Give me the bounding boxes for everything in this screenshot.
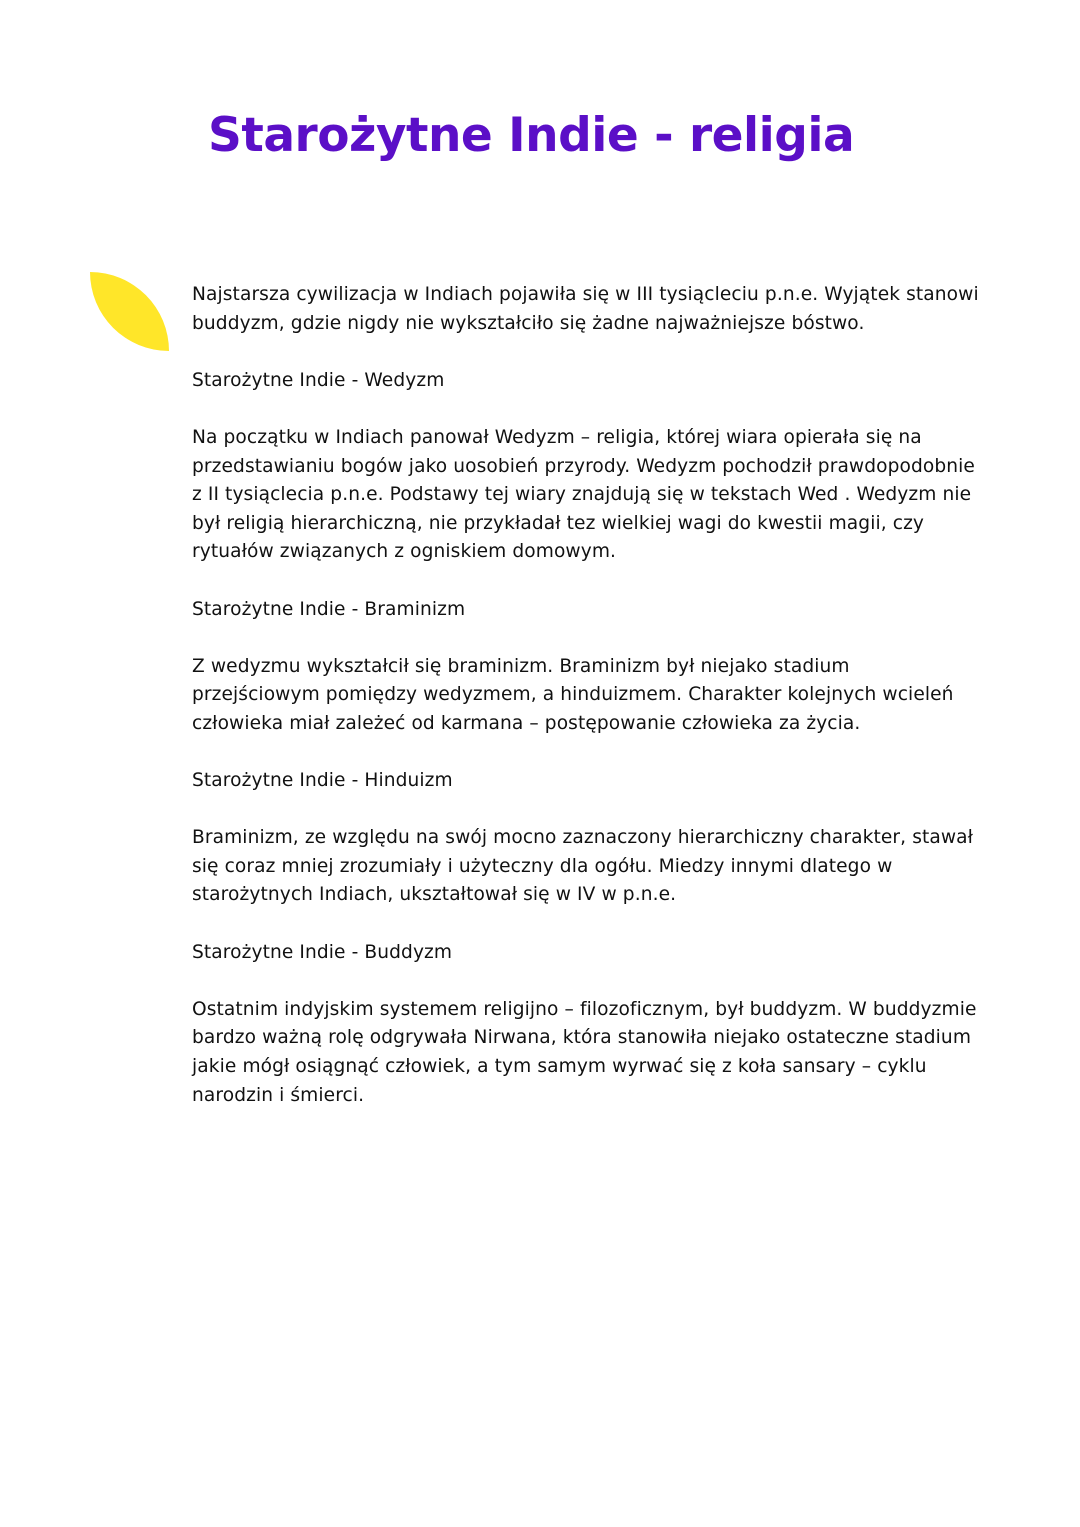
intro-paragraph: Najstarsza cywilizacja w Indiach pojawiła się w III tysiącleciu p.n.e. Wyjątek stanowi buddyzm, gdzie nigdy nie wykształciło się żadne najważniejsze bóstwo. — [192, 284, 979, 334]
section-heading-wedyzm: Starożytne Indie - Wedyzm — [192, 369, 445, 391]
yellow-leaf-decoration — [90, 272, 169, 351]
section-heading-buddyzm: Starożytne Indie - Buddyzm — [192, 941, 453, 963]
page-title: Starożytne Indie - religia — [208, 108, 855, 163]
document-body — [192, 281, 982, 1110]
section-heading-braminizm: Starożytne Indie - Braminizm — [192, 598, 466, 620]
section-body-hinduizm: Braminizm, ze względu na swój mocno zaznaczony hierarchiczny charakter, stawał się coraz mniej zrozumiały i użyteczny dla ogółu. Miedzy innymi dlatego w starożytnych Indiach, ukształtował się w IV w p.n.e. — [192, 827, 974, 906]
section-body-braminizm: Z wedyzmu wykształcił się braminizm. Braminizm był niejako stadium przejściowym pomiędzy wedyzmem, a hinduizmem. Charakter kolejnych wcieleń człowieka miał zależeć od karmana – postępowanie człowieka za życia. — [192, 655, 954, 734]
section-heading-hinduizm: Starożytne Indie - Hinduizm — [192, 770, 453, 792]
section-body-buddyzm: Ostatnim indyjskim systemem religijno – filozoficznym, był buddyzm. W buddyzmie bardzo ważną rolę odgrywała Nirwana, która stanowiła niejako ostateczne stadium jakie mógł osiągnąć człowiek, a tym samym wyrwać się z koła sansary – cyklu narodzin i śmierci. — [192, 998, 977, 1106]
section-body-wedyzm: Na początku w Indiach panował Wedyzm – religia, której wiara opierała się na przedstawianiu bogów jako uosobień przyrody. Wedyzm pochodził prawdopodobnie z II tysiąclecia p.n.e. Podstawy tej wiary znajdują się w tekstach Wed . Wedyzm nie był religią hierarchiczną, nie przykładał tez wielkiej wagi do kwestii magii, czy rytuałów związanych z ogniskiem domowym. — [192, 426, 975, 563]
